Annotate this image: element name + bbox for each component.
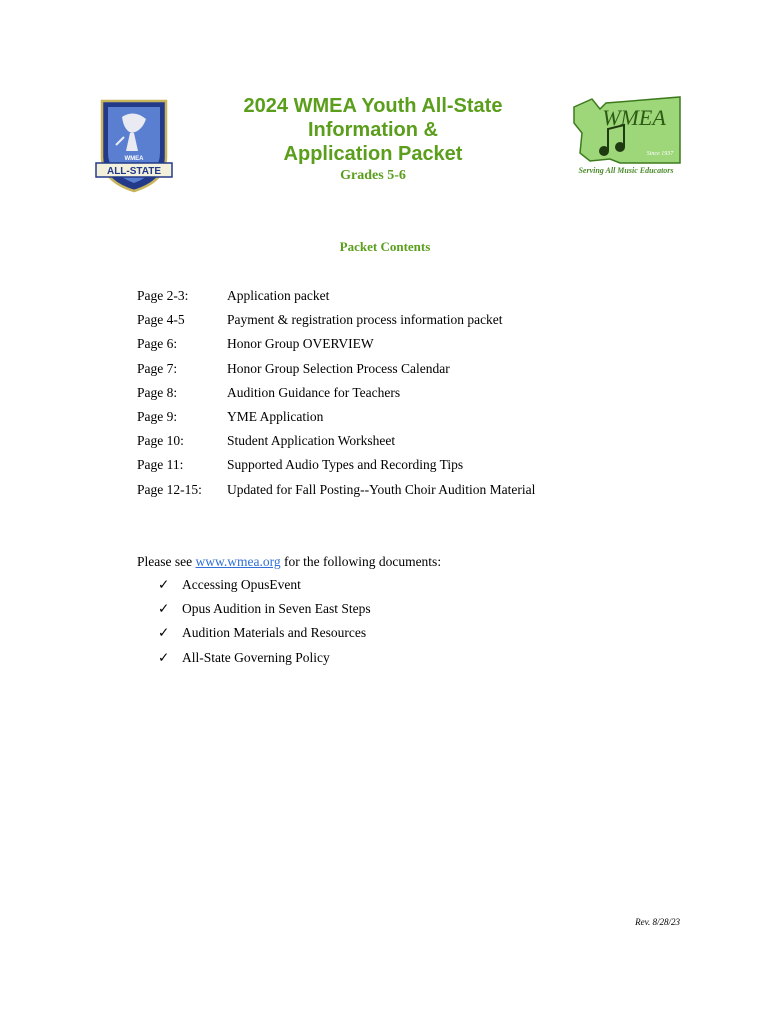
title-line-2: Information & (308, 119, 438, 141)
document-title (190, 94, 556, 166)
title-line-1: 2024 WMEA Youth All-State (243, 95, 503, 117)
toc-description: Payment & registration process information packet (227, 312, 503, 328)
toc-row (137, 407, 535, 431)
checkmark-icon: ✓ (158, 625, 170, 641)
checkmark-icon: ✓ (158, 601, 170, 617)
toc-page-number: Page 11: (137, 457, 184, 473)
checklist-item (158, 575, 371, 599)
toc-row (137, 286, 535, 310)
toc-description: Supported Audio Types and Recording Tips (227, 457, 464, 473)
checkmark-icon: ✓ (158, 649, 170, 665)
shield-banner-text: ALL-STATE (106, 166, 162, 177)
wmea-all-state-shield-logo (94, 97, 174, 193)
toc-row (137, 455, 535, 479)
toc-page-number: Page 9: (137, 408, 178, 424)
checkmark-icon: ✓ (158, 577, 170, 592)
toc-description: YME Application (227, 408, 324, 424)
toc-row (137, 480, 535, 504)
toc-row (137, 359, 535, 383)
toc-description: Application packet (227, 288, 330, 303)
document-checklist (158, 575, 371, 672)
table-of-contents (137, 286, 535, 504)
toc-page-number: Page 7: (137, 360, 178, 376)
toc-description: Audition Guidance for Teachers (227, 384, 401, 400)
see-also-suffix: for the following documents: (280, 554, 442, 569)
toc-page-number: Page 2-3: (137, 288, 189, 303)
toc-description: Honor Group Selection Process Calendar (227, 360, 450, 376)
wmea-website-link[interactable]: www.wmea.org (195, 554, 281, 569)
logo-tagline: Serving All Music Educators (578, 166, 674, 175)
checklist-item-label: Accessing OpusEvent (182, 577, 301, 592)
checklist-item (158, 599, 371, 623)
revision-date: Rev. 8/28/23 (635, 917, 680, 927)
toc-row (137, 334, 535, 358)
see-also-prefix: Please see (137, 554, 196, 569)
checklist-item (158, 623, 371, 647)
checklist-item-label: Opus Audition in Seven East Steps (182, 601, 371, 617)
toc-row (137, 431, 535, 455)
checklist-item-label: All-State Governing Policy (182, 649, 330, 665)
see-also-line (137, 552, 441, 572)
toc-description: Student Application Worksheet (227, 433, 396, 449)
toc-page-number: Page 12-15: (137, 481, 202, 497)
toc-page-number: Page 10: (137, 433, 184, 449)
since-text: Since 1937 (646, 151, 674, 157)
toc-description: Honor Group OVERVIEW (227, 336, 374, 352)
toc-description: Updated for Fall Posting--Youth Choir Audition Material (227, 481, 536, 497)
shield-top-text: WMEA (124, 156, 144, 162)
checklist-item (158, 648, 371, 672)
contents-heading: Packet Contents (339, 239, 431, 254)
map-mark-text: WMEA (602, 105, 666, 130)
toc-page-number: Page 4-5 (137, 312, 185, 328)
toc-row (137, 310, 535, 334)
checklist-item-label: Audition Materials and Resources (182, 625, 367, 641)
toc-page-number: Page 6: (137, 336, 178, 352)
grade-level: Grades 5-6 (340, 168, 406, 183)
title-line-3: Application Packet (283, 143, 463, 165)
toc-page-number: Page 8: (137, 384, 178, 400)
toc-row (137, 383, 535, 407)
